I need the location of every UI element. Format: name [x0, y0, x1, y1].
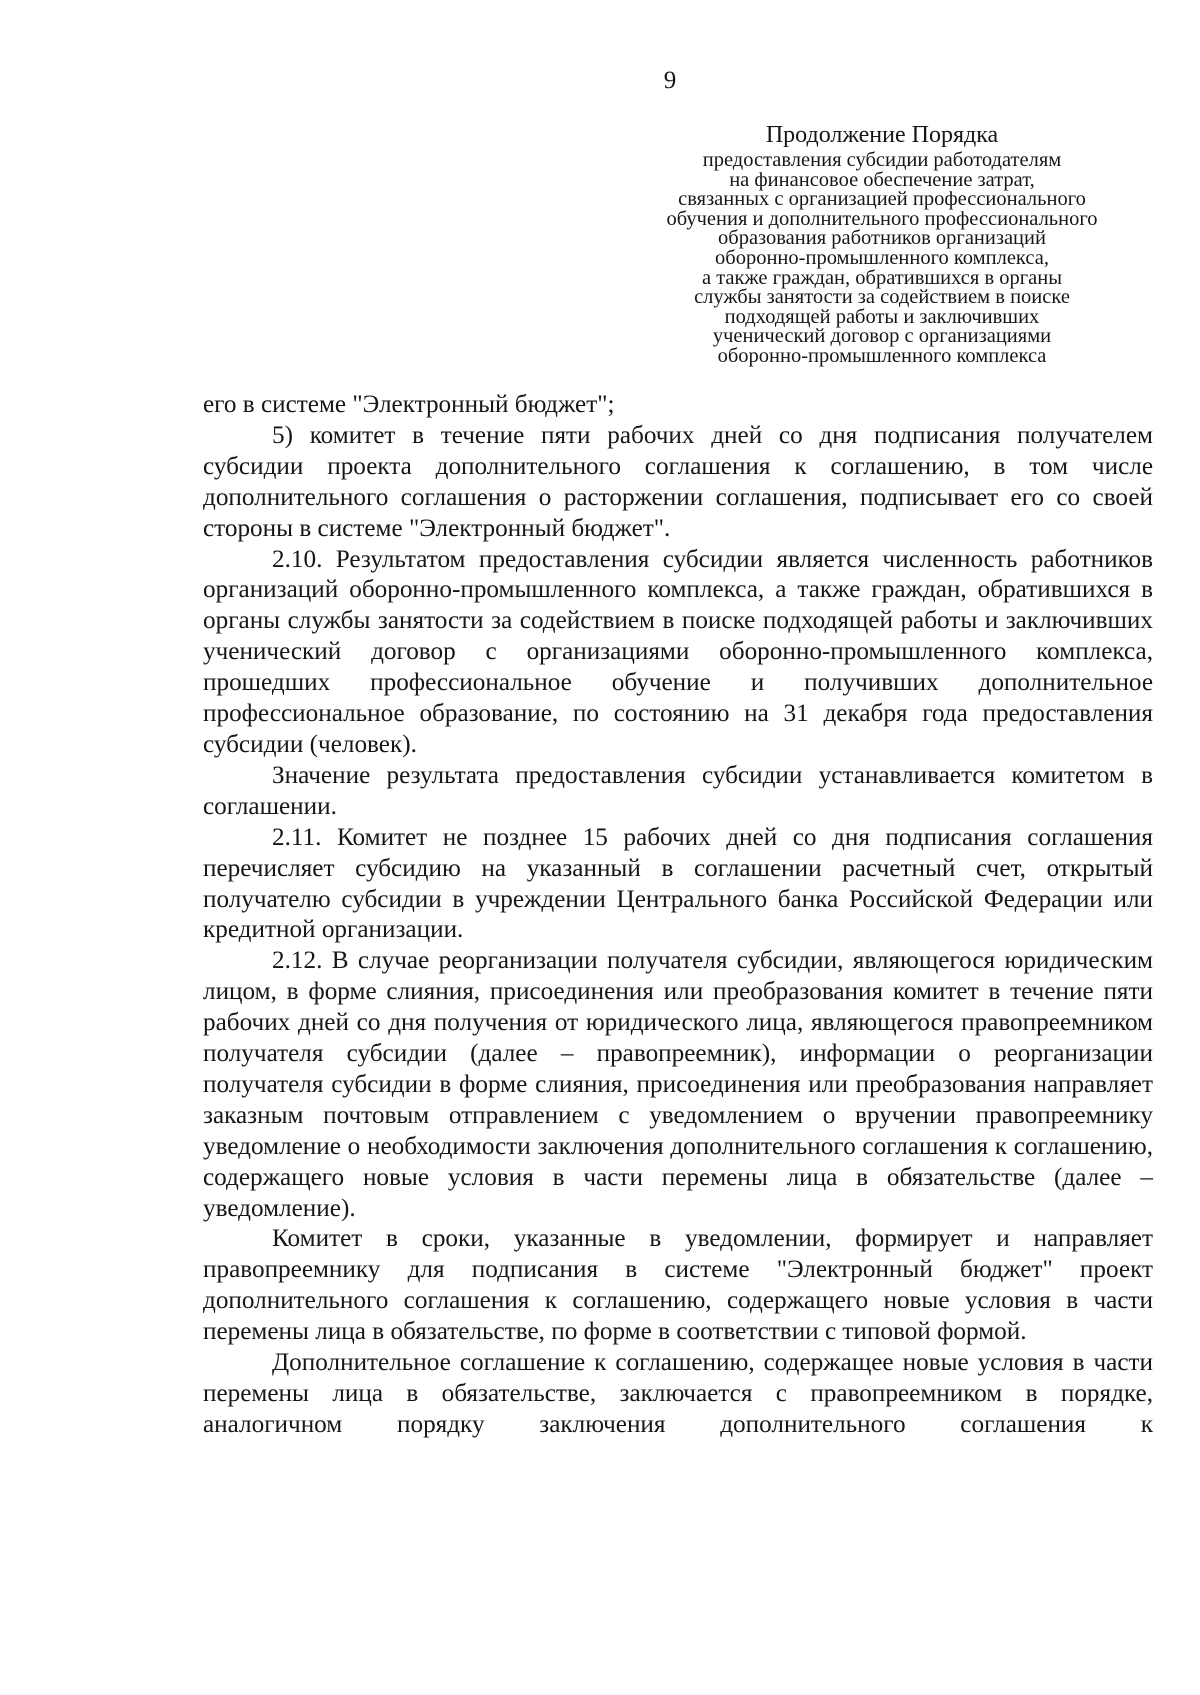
header-line: предоставления субсидии работодателям [702, 149, 1062, 171]
paragraph-2-12: 2.12. В случае реорганизации получателя субсидии, являющегося юридическим лицом, в форме слияния, присоединения или преобразования комитет в течение пяти рабочих дней со дня получения от юридического лица, являющегося правопреемником получателя субсидии (далее – правопреемник), информации о реорганизации получателя субсидии в форме слияния, присоединения или преобразования направляет заказным почтовым отправлением с уведомлением о вручении правопреемнику уведомление о необходимости заключения дополнительного соглашения к соглашению, содержащего новые условия в части перемены лица в обязательстве (далее – уведомление). [203, 947, 1153, 1222]
header-line: оборонно-промышленного комплекса, [715, 246, 1049, 269]
paragraph-continuation: его в системе "Электронный бюджет"; [203, 391, 615, 418]
paragraph-item-5: 5) комитет в течение пяти рабочих дней со дня подписания получателем субсидии проекта дополнительного соглашения к соглашению, в том числе дополнительного соглашения о расторжении соглашения, подписывает его со своей стороны в системе "Электронный бюджет". [203, 421, 1153, 542]
header-line: на финансовое обеспечение затрат, [729, 168, 1035, 191]
paragraph-result-value: Значение результата предоставления субсидии устанавливается комитетом в соглашении. [203, 761, 1153, 820]
paragraph-2-11: 2.11. Комитет не позднее 15 рабочих дней со дня подписания соглашения перечисляет субсидию на указанный в соглашении расчетный счет, открытый получателю субсидии в учреждении Центрального банка Российской Федерации или кредитной организации. [203, 823, 1153, 944]
page-number: 9 [663, 67, 677, 94]
header-line: связанных с организацией профессионального [678, 188, 1086, 211]
document-header [612, 121, 1152, 367]
paragraph-committee-deadlines: Комитет в сроки, указанные в уведомлении, формирует и направляет правопреемнику для подписания в системе "Электронный бюджет" проект дополнительного соглашения к соглашению, содержащего новые условия в части перемены лица в обязательстве, по форме в соответствии с типовой формой. [203, 1225, 1153, 1346]
header-line: подходящей работы и заключивших [724, 305, 1040, 328]
header-title: Продолжение Порядка [765, 122, 999, 148]
document-body [203, 390, 1153, 1441]
paragraph-additional-agreement: Дополнительное соглашение к соглашению, содержащее новые условия в части перемены лица в обязательстве, заключается с правопреемником в порядке, аналогичном порядку заключения дополнительного соглашения к [203, 1349, 1153, 1438]
header-line: ученический договор с организациями [712, 325, 1052, 348]
header-line: а также граждан, обратившихся в органы [701, 266, 1062, 289]
header-line: оборонно-промышленного комплекса [717, 344, 1047, 367]
header-line: службы занятости за содействием в поиске [694, 286, 1070, 309]
header-line: обучения и дополнительного профессионального [666, 207, 1098, 230]
header-line: образования работников организаций [718, 227, 1046, 250]
paragraph-2-10: 2.10. Результатом предоставления субсидии является численность работников организаций оборонно-промышленного комплекса, а также граждан, обратившихся в органы службы занятости за содействием в поиске подходящей работы и заключивших ученический договор с организациями оборонно-промышленного комплекса, прошедших профессиональное обучение и получивших дополнительное профессиональное образование, по состоянию на 31 декабря года предоставления субсидии (человек). [203, 545, 1153, 758]
